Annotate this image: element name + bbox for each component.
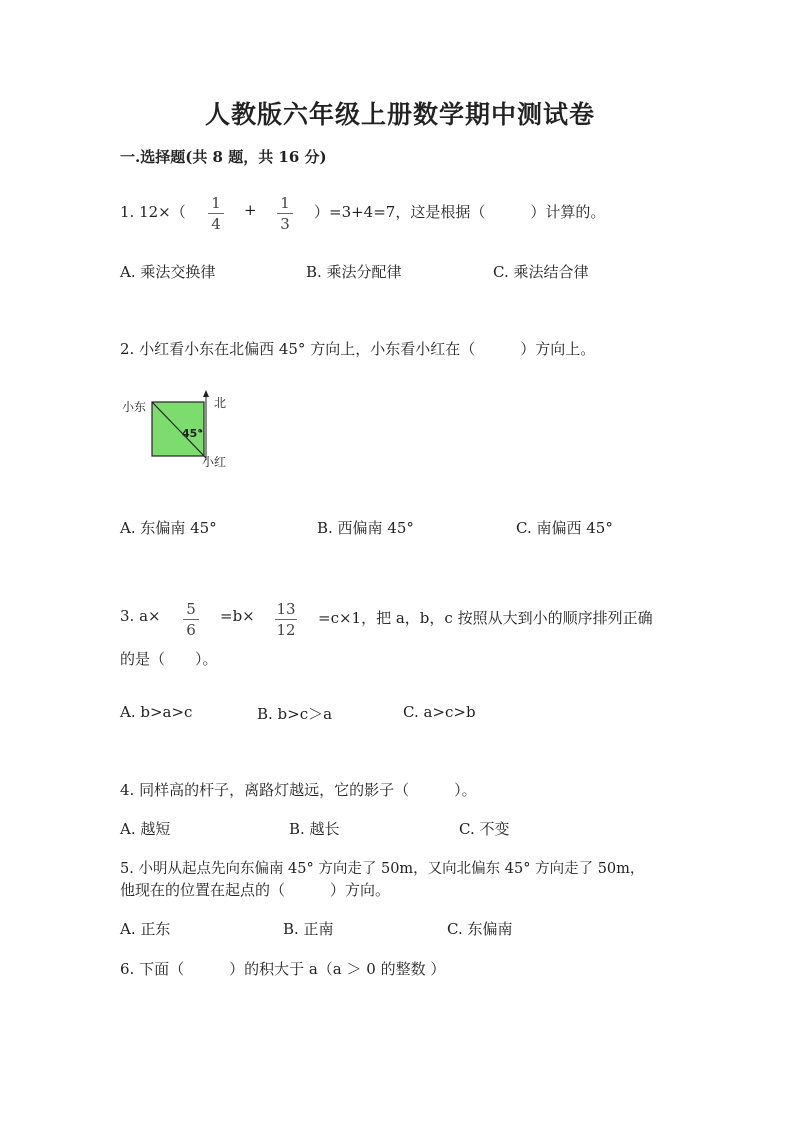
q3-prefix: 3. a× xyxy=(120,607,161,625)
q2-option-b[interactable]: B. 西偏南 45° xyxy=(317,519,414,537)
label-xiaohong: 小红 xyxy=(202,455,227,469)
q3-line2: 的是（ ）。 xyxy=(120,650,218,668)
q1-frac1-den: 4 xyxy=(211,215,221,233)
fraction-bar xyxy=(275,619,297,620)
q3-fraction-2 xyxy=(275,600,297,639)
q3-frac1-den: 6 xyxy=(186,621,196,639)
q3-suffix: =c×1，把 a，b，c 按照从大到小的顺序排列正确 xyxy=(318,609,653,627)
q2-option-c[interactable]: C. 南偏西 45° xyxy=(516,519,613,537)
q2-text: 2. 小红看小东在北偏西 45° 方向上，小东看小红在（ ）方向上。 xyxy=(120,340,596,358)
q5-option-b[interactable]: B. 正南 xyxy=(283,920,334,938)
north-arrow-icon xyxy=(203,390,209,397)
q5-line2: 他现在的位置在起点的（ ）方向。 xyxy=(120,881,391,899)
q3-option-c[interactable]: C. a>c>b xyxy=(403,703,476,721)
label-north: 北 xyxy=(214,396,227,410)
q1-fraction-2 xyxy=(277,194,293,233)
q1-prefix: 1. 12×（ xyxy=(120,203,186,221)
q5-option-c[interactable]: C. 东偏南 xyxy=(447,920,513,938)
q4-option-b[interactable]: B. 越长 xyxy=(289,820,340,838)
fraction-bar xyxy=(183,619,199,620)
q1-option-a[interactable]: A. 乘法交换律 xyxy=(120,263,216,281)
q3-mid: =b× xyxy=(220,607,255,625)
q3-frac2-den: 12 xyxy=(276,621,296,639)
q1-fraction-1 xyxy=(208,194,224,233)
q1-plus: + xyxy=(244,201,257,219)
direction-diagram xyxy=(118,388,248,478)
q3-fraction-1 xyxy=(183,600,199,639)
q2-option-a[interactable]: A. 东偏南 45° xyxy=(120,519,217,537)
q4-option-a[interactable]: A. 越短 xyxy=(120,820,171,838)
label-angle: 45° xyxy=(182,427,203,440)
q4-text: 4. 同样高的杆子，离路灯越远，它的影子（ ）。 xyxy=(120,781,477,799)
q1-frac2-num: 1 xyxy=(280,194,290,212)
q3-option-a[interactable]: A. b>a>c xyxy=(120,703,193,721)
q3-frac2-num: 13 xyxy=(276,600,296,618)
q6-text: 6. 下面（ ）的积大于 a（a ＞ 0 的整数 ） xyxy=(120,960,446,978)
fraction-bar xyxy=(208,213,224,214)
q1-option-b[interactable]: B. 乘法分配律 xyxy=(306,263,402,281)
q1-option-c[interactable]: C. 乘法结合律 xyxy=(493,263,589,281)
q1-suffix: ）=3+4=7，这是根据（ ）计算的。 xyxy=(314,203,606,221)
fraction-bar xyxy=(277,213,293,214)
section-heading: 一.选择题(共 8 题，共 16 分) xyxy=(120,148,327,166)
q5-option-a[interactable]: A. 正东 xyxy=(120,920,171,938)
q3-option-b[interactable]: B. b>c＞a xyxy=(257,705,333,723)
label-xiaodong: 小东 xyxy=(122,400,147,414)
q3-frac1-num: 5 xyxy=(186,600,196,618)
q5-line1: 5. 小明从起点先向东偏南 45° 方向走了 50m，又向北偏东 45° 方向走了 50m， xyxy=(120,861,645,877)
q4-option-c[interactable]: C. 不变 xyxy=(459,820,510,838)
page-title: 人教版六年级上册数学期中测试卷 xyxy=(204,100,595,129)
q1-frac1-num: 1 xyxy=(211,194,221,212)
q1-frac2-den: 3 xyxy=(280,215,290,233)
